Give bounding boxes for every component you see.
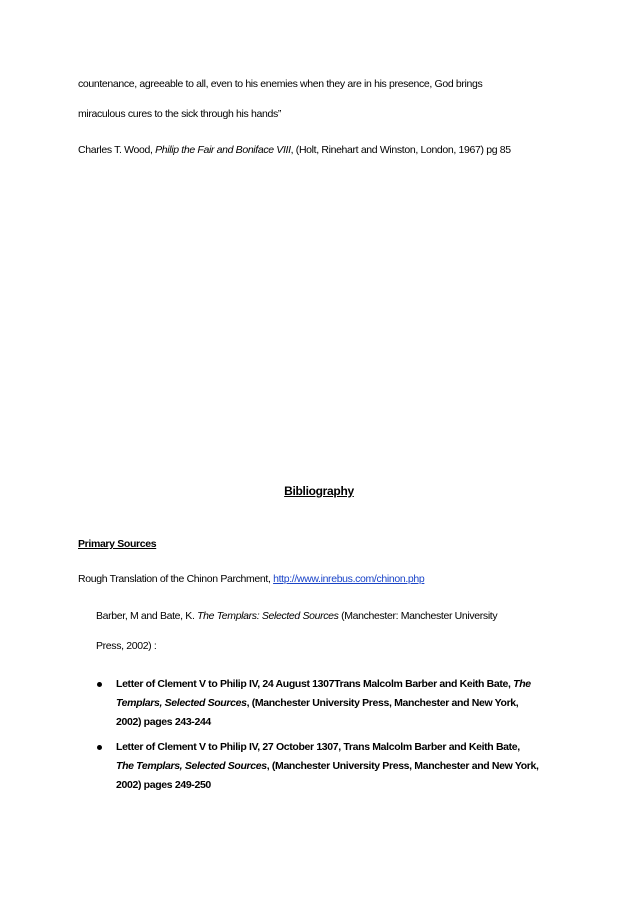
bibliography-heading: Bibliography [284, 484, 354, 498]
bullet-item-1-line-1: Letter of Clement V to Philip IV, 24 August 1307Trans Malcolm Barber and Keith Bate, The [116, 678, 531, 690]
quote-line-2: miraculous cures to the sick through his hands” [78, 108, 281, 120]
bullet-item-2-line-2: The Templars, Selected Sources, (Manchester University Press, Manchester and New York, [116, 760, 539, 772]
chinon-text: Rough Translation of the Chinon Parchment, [78, 573, 274, 585]
bullet-item-1 [116, 675, 531, 732]
barber-suffix: (Manchester: Manchester University [338, 610, 498, 622]
barber-entry-line-1 [96, 610, 497, 623]
bullet-item-1-line-2: Templars, Selected Sources, (Manchester University Press, Manchester and New York, [116, 697, 519, 709]
citation-title: Philip the Fair and Boniface VIII [155, 144, 291, 156]
barber-entry-line-2: Press, 2002) : [96, 640, 157, 652]
bullet-item-2-line-1: Letter of Clement V to Philip IV, 27 October 1307, Trans Malcolm Barber and Keith Bate, [116, 741, 520, 753]
bullet-icon [97, 745, 102, 750]
chinon-link[interactable]: http://www.inrebus.com/chinon.php [273, 573, 425, 585]
quote-line-1: countenance, agreeable to all, even to his enemies when they are in his presence, God brings [78, 78, 483, 90]
citation-prefix: Charles T. Wood, [78, 144, 156, 156]
primary-sources-heading: Primary Sources [78, 538, 157, 550]
chinon-entry [78, 573, 424, 586]
citation-suffix: , (Holt, Rinehart and Winston, London, 1967) pg 85 [290, 144, 511, 156]
bullet-item-2-line-3: 2002) pages 249-250 [116, 779, 211, 791]
bullet-item-1-line-3: 2002) pages 243-244 [116, 716, 211, 728]
barber-prefix: Barber, M and Bate, K. [96, 610, 198, 622]
bullet-icon [97, 682, 102, 687]
bullet-item-2 [116, 738, 539, 795]
barber-title: The Templars: Selected Sources [197, 610, 339, 622]
citation-line [78, 144, 511, 157]
